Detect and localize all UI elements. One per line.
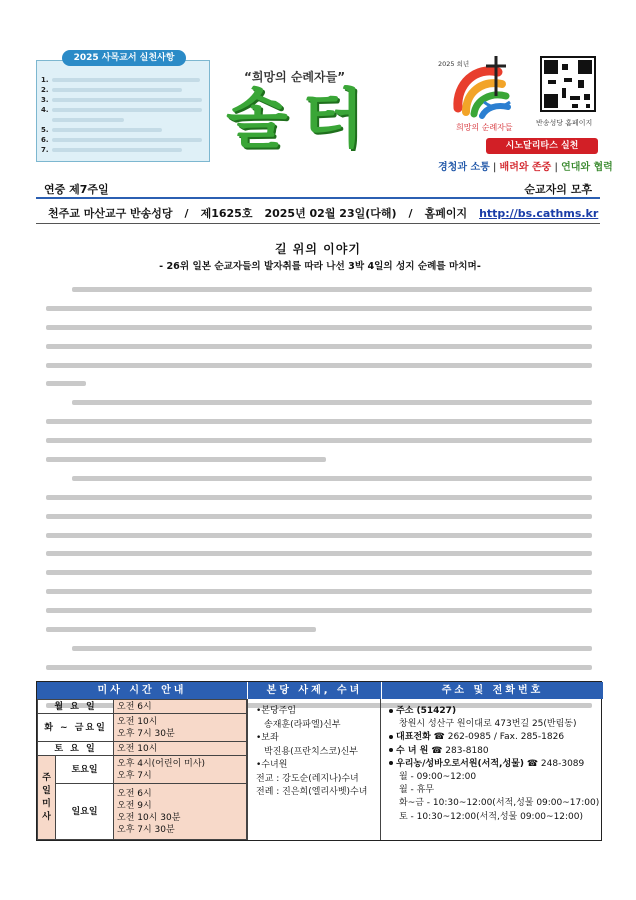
bullet-icon [389, 709, 393, 713]
masthead-title: 솔터 [226, 82, 378, 157]
day-sunday-vigil: 토요일 [56, 756, 114, 784]
clergy-name: 박진용(프란치스코)신부 [264, 746, 358, 757]
clergy-role: •본당주임 [256, 706, 297, 716]
jubilee-logo [436, 46, 532, 136]
synodality-values: 경청과 소통 | 배려와 존중 | 연대와 협력 [438, 162, 613, 173]
header-rule [36, 197, 600, 199]
synodality-badge: 시노달리타스 실천 [486, 138, 598, 154]
logo-year: 2025 희년 [438, 60, 470, 68]
contact-header: 주소 및 전화번호 [381, 682, 603, 699]
mass-schedule-table [37, 699, 247, 840]
mass-schedule-header: 미사 시간 안내 [37, 682, 247, 699]
practice-box [36, 60, 210, 162]
mass-time: 오전 6시 오전 9시 오전 10시 30분 오후 7시 30분 [114, 784, 247, 840]
table-row [38, 714, 247, 742]
practice-item: 7. [41, 145, 207, 155]
liturgical-week: 연중 제7주일 [44, 183, 109, 196]
newsletter-header [0, 0, 636, 220]
table-row [38, 700, 247, 714]
article-paragraph [46, 280, 592, 393]
mass-time: 오전 10시 [114, 742, 247, 756]
store-hours: 월 - 09:00~12:00 [399, 771, 477, 782]
clergy-name: 전례 : 진은희(엘리사벳)수녀 [256, 787, 368, 797]
practice-item: 5. [41, 125, 207, 135]
practice-title: 2025 사목교서 실천사항 [62, 50, 186, 66]
qr-caption: 반송성당 홈페이지 [536, 119, 593, 127]
contact-list [381, 699, 603, 840]
store-phone[interactable]: 우리농/성바오로서원(서적,성물) ☎ 248-3089 [389, 758, 603, 771]
practice-item: 6. [41, 135, 207, 145]
practice-list [41, 75, 207, 155]
table-row [38, 742, 247, 756]
homepage-link[interactable]: http://bs.cathms.kr [479, 207, 599, 220]
clergy-list [247, 699, 381, 840]
mass-time: 오전 6시 [114, 700, 247, 714]
day-saturday: 토 요 일 [38, 742, 114, 756]
logo-caption: 희망의 순례자들 [456, 123, 513, 132]
article-paragraph [46, 469, 592, 639]
table-row [38, 784, 247, 840]
parish-patron: 순교자의 모후 [524, 183, 592, 196]
slogan: “희망의 순례자들” [244, 70, 346, 84]
clergy-role: •보좌 [256, 733, 279, 743]
bullet-icon [389, 735, 393, 739]
day-monday: 월 요 일 [38, 700, 114, 714]
practice-item: 2. [41, 85, 207, 95]
store-hours: 토 - 10:30~12:00(서적,성물 09:00~12:00) [399, 811, 584, 822]
clergy-name: 송재훈(라파엘)신부 [264, 719, 341, 730]
practice-item: 1. [41, 75, 207, 85]
store-hours: 화~금 - 10:30~12:00(서적,성물 09:00~17:00) [399, 798, 600, 809]
bullet-icon [389, 761, 393, 765]
sunday-mass-label: 주 일 미 사 [38, 756, 56, 840]
table-row [38, 756, 247, 784]
clergy-name: 전교 : 강도순(레지나)수녀 [256, 773, 359, 784]
day-sunday: 일요일 [56, 784, 114, 840]
parish-info-panel [36, 681, 602, 841]
article-body [46, 280, 592, 714]
jubilee-logo-icon [436, 46, 532, 136]
bullet-icon [389, 748, 393, 752]
convent-phone[interactable]: 수 녀 원 ☎ 283-8180 [389, 745, 603, 758]
article-title: 길 위의 이야기 [275, 242, 361, 256]
store-hours: 월 - 휴무 [399, 785, 435, 796]
address-text: 창원시 성산구 원이대로 473번길 25(반림동) [399, 719, 577, 730]
practice-item [41, 115, 207, 125]
issue-rule [36, 223, 600, 224]
main-phone[interactable]: 대표전화 ☎ 262-0985 / Fax. 285-1826 [389, 731, 603, 744]
article-subtitle: - 26위 일본 순교자들의 발자취를 따라 나선 3박 4일의 성지 순례를 마치며- [159, 261, 481, 272]
practice-item: 4. [41, 105, 207, 115]
mass-time: 오전 10시 오후 7시 30분 [114, 714, 247, 742]
address-label: 주소 (51427) [389, 705, 603, 718]
day-tue-fri: 화 ~ 금요일 [38, 714, 114, 742]
mass-time: 오후 4시(어린이 미사) 오후 7시 [114, 756, 247, 784]
practice-item: 3. [41, 95, 207, 105]
issue-info: 천주교 마산교구 반송성당 / 제1625호 2025년 02월 23일(다해) / 홈페이지 http://bs.cathms.kr [48, 207, 599, 220]
clergy-role: •수녀원 [256, 760, 288, 770]
clergy-header: 본당 사제, 수녀 [247, 682, 381, 699]
article-paragraph [46, 393, 592, 469]
qr-code[interactable] [540, 56, 596, 112]
